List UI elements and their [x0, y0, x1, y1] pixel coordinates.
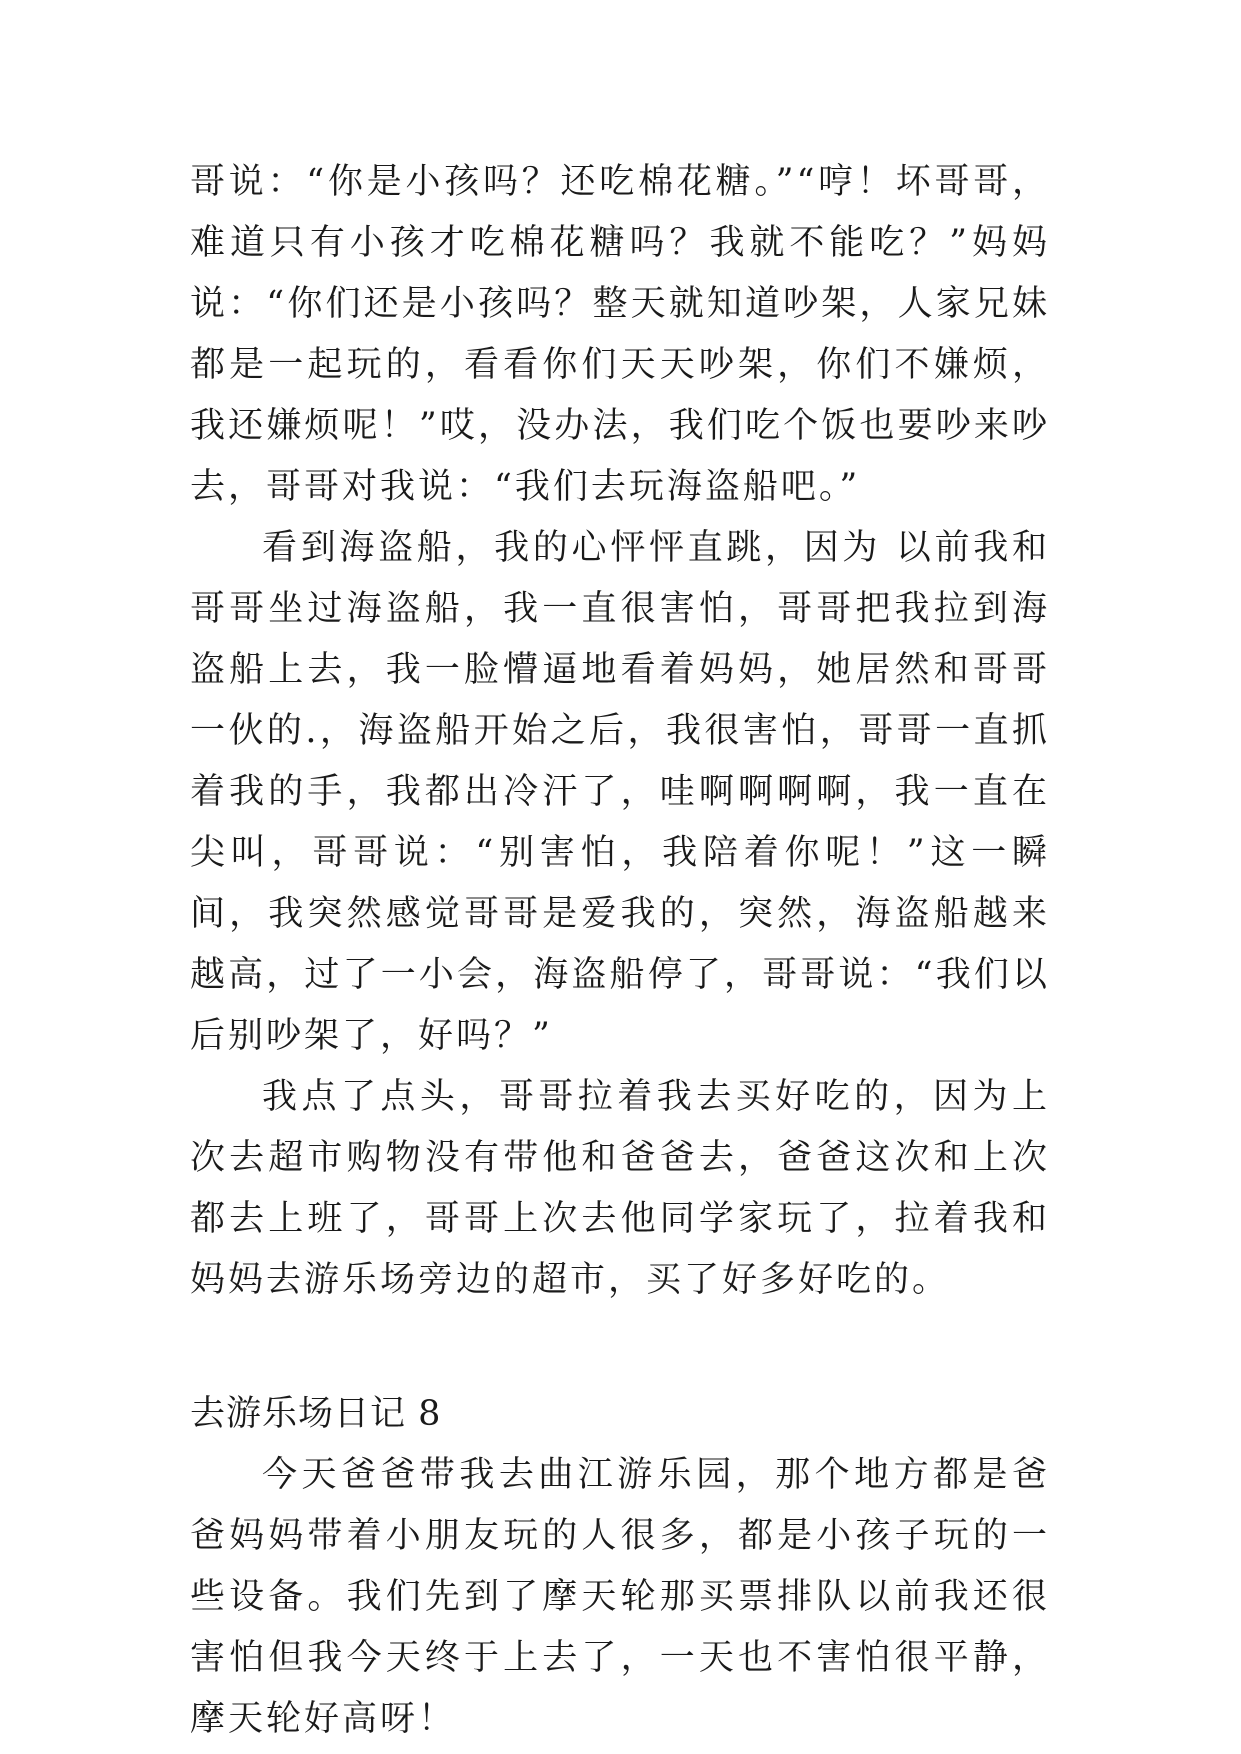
- section-spacer: [190, 1311, 1050, 1384]
- paragraph: 看到海盗船，我的心怦怦直跳，因为 以前我和哥哥坐过海盗船，我一直很害怕，哥哥把我拉到海盗船上去，我一脸懵逼地看着妈妈，她居然和哥哥一伙的.，海盗船开始之后，我很害怕，哥哥一直抓着我的手，我都出冷汗了，哇啊啊啊啊，我一直在尖叫，哥哥说：“别害怕，我陪着你呢！”这一瞬间，我突然感觉哥哥是爱我的，突然，海盗船越来越高，过了一小会，海盗船停了，哥哥说：“我们以后别吵架了，好吗？”: [190, 528, 1050, 1056]
- section-title: 去游乐场日记 8: [190, 1394, 442, 1434]
- document-body: [190, 152, 1050, 1750]
- paragraph: 今天爸爸带我去曲江游乐园，那个地方都是爸爸妈妈带着小朋友玩的人很多，都是小孩子玩的一些设备。我们先到了摩天轮那买票排队以前我还很害怕但我今天终于上去了，一天也不害怕很平静，摩天轮好高呀！: [190, 1455, 1050, 1739]
- paragraph-continued: 哥说：“你是小孩吗？还吃棉花糖。”“哼！坏哥哥，难道只有小孩才吃棉花糖吗？我就不能吃？”妈妈说：“你们还是小孩吗？整天就知道吵架，人家兄妹都是一起玩的，看看你们天天吵架，你们不嫌烦，我还嫌烦呢！”哎，没办法，我们吃个饭也要吵来吵去，哥哥对我说：“我们去玩海盗船吧。”: [190, 162, 1050, 507]
- paragraph: 我点了点头，哥哥拉着我去买好吃的，因为上次去超市购物没有带他和爸爸去，爸爸这次和上次都去上班了，哥哥上次去他同学家玩了，拉着我和妈妈去游乐场旁边的超市，买了好多好吃的。: [190, 1077, 1050, 1300]
